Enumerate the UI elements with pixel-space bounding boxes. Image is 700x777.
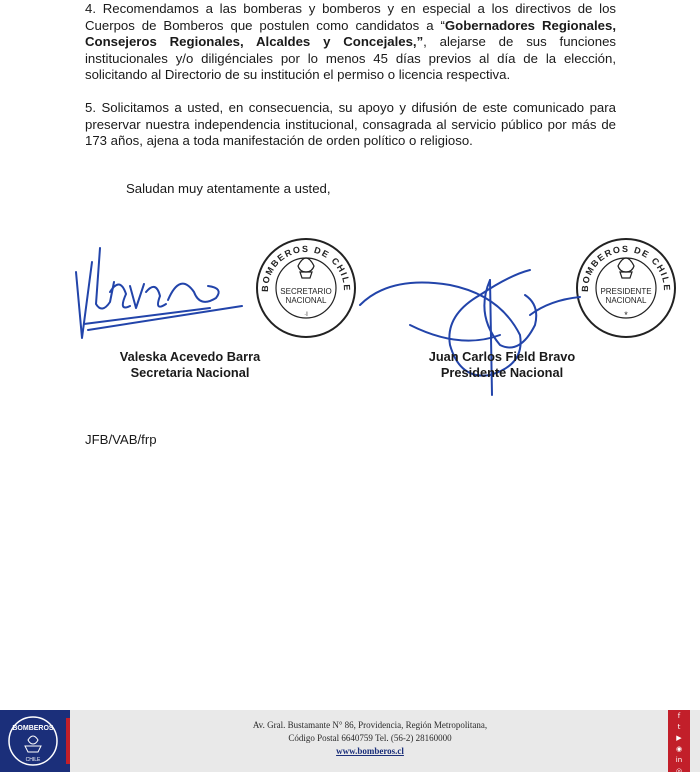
paragraph-4 (85, 1, 616, 84)
flickr-icon[interactable]: ◉ (675, 745, 683, 753)
address-line-2: Código Postal 6640759 Tel. (56-2) 28160000 (288, 733, 452, 743)
seal-mark: * (624, 310, 628, 320)
seal-org-text: BOMBEROS DE CHILE (259, 243, 353, 293)
signature-acevedo (70, 242, 245, 342)
address-line-1: Av. Gral. Bustamante N° 86, Providencia, Región Metropolitana, (252, 720, 488, 730)
seal-org-text: BOMBEROS DE CHILE (579, 243, 673, 293)
youtube-icon[interactable]: ▶ (676, 734, 682, 742)
linkedin-icon[interactable]: in (675, 756, 683, 764)
helmet-emblem-icon (618, 258, 634, 278)
footer-address (180, 719, 560, 758)
seal-title-line2: NACIONAL (285, 296, 327, 305)
seal-secretario-nacional (254, 236, 358, 340)
seal-title-line1: SECRETARIO (280, 287, 332, 296)
facebook-icon[interactable]: f (677, 712, 681, 720)
reference-initials: JFB/VAB/frp (85, 432, 157, 447)
signatory-name: Juan Carlos Field Bravo (428, 349, 576, 364)
instagram-icon[interactable]: ◎ (675, 767, 683, 775)
bomberos-logo (0, 710, 70, 772)
paragraph-4-text-end: , alejarse de sus funciones institucionales y/o diligénciales por lo menos 45 días previos al día de la elección, solicitando al Directorio de su institución el permiso o licencia respectiva. (85, 34, 616, 82)
paragraph-4-bold: Gobernadores Regionales, Consejeros Regionales, Alcaldes y Concejales,” (85, 17, 616, 49)
signatory-role: Presidente Nacional (440, 365, 564, 380)
twitter-icon[interactable]: t (677, 723, 681, 731)
bomberos-shield-icon (0, 710, 66, 772)
logo-sub: CHILE (25, 757, 41, 763)
logo-text: BOMBEROS (12, 725, 54, 732)
signatory-role: Secretaria Nacional (130, 365, 250, 380)
footer (0, 710, 700, 775)
seal-title-line1: PRESIDENTE (600, 287, 652, 296)
closing-line: Saludan muy atentamente a usted, (126, 181, 331, 196)
helmet-emblem-icon (298, 258, 314, 278)
signatory-name: Valeska Acevedo Barra (119, 349, 261, 364)
website-link[interactable]: www.bomberos.cl (336, 746, 404, 756)
paragraph-4-text: 4. Recomendamos a las bomberas y bomberos y en especial a los directivos de los Cuerpos de Bomberos que postulen como candidatos a “ (85, 1, 616, 33)
signatory-block-2 (412, 349, 592, 381)
social-links (668, 710, 690, 775)
seal-mark: ·I (304, 312, 308, 318)
seal-title-line2: NACIONAL (605, 296, 647, 305)
paragraph-5: 5. Solicitamos a usted, en consecuencia, su apoyo y difusión de este comunicado para preservar nuestra independencia institucional, consagrada al servicio público por más de 173 años, ajena a toda manifestación de orden político o religioso. (85, 100, 616, 148)
signatory-block-1 (100, 349, 280, 381)
